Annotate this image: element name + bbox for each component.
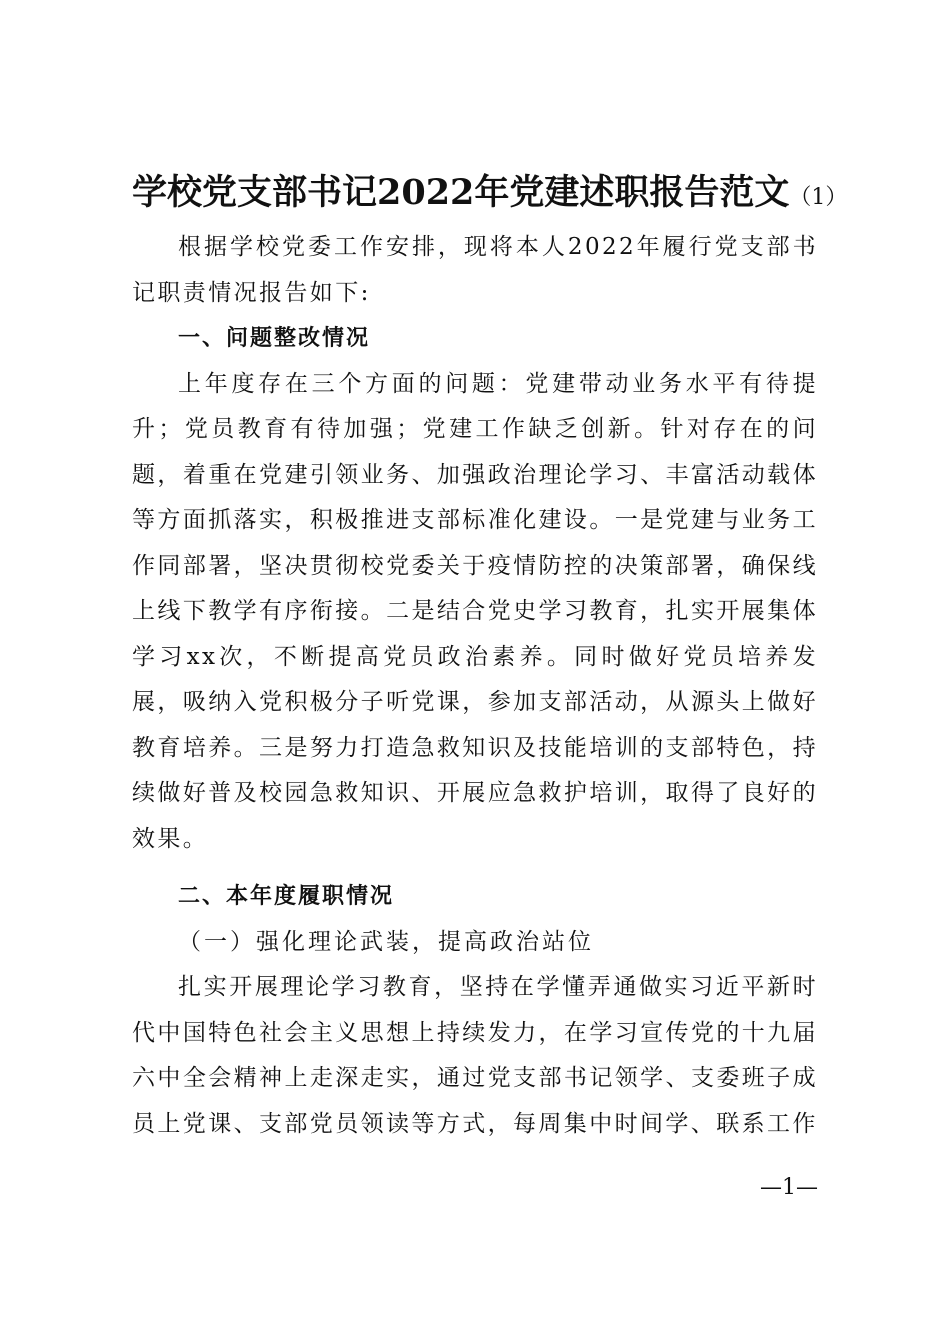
title-suffix: （1）	[789, 185, 848, 210]
intro-paragraph: 根据学校党委工作安排，现将本人2022年履行党支部书记职责情况报告如下:	[132, 234, 818, 306]
section-heading-2: 二、本年度履职情况	[178, 884, 395, 909]
subsection-heading-1: （一）强化理论武装，提高政治站位	[178, 928, 594, 955]
document-title	[132, 168, 848, 223]
document-body	[132, 225, 818, 1147]
page-number: —1—	[760, 1175, 818, 1200]
body-paragraph-rectification: 上年度存在三个方面的问题：党建带动业务水平有待提升；党员教育有待加强；党建工作缺乏创新。针对存在的问题，着重在党建引领业务、加强政治理论学习、丰富活动载体等方面抓落实，积极推进支部标准化建设。一是党建与业务工作同部署，坚决贯彻校党委关于疫情防控的决策部署，确保线上线下教学有序衔接。二是结合党史学习教育，扎实开展集体学习xx次，不断提高党员政治素养。同时做好党员培养发展，吸纳入党积极分子听党课，参加支部活动，从源头上做好教育培养。三是努力打造急救知识及技能培训的支部特色，持续做好普及校园急救知识、开展应急救护培训，取得了良好的效果。	[132, 370, 818, 852]
title-text: 学校党支部书记2022年党建述职报告范文	[132, 172, 790, 213]
body-paragraph-theory: 扎实开展理论学习教育，坚持在学懂弄通做实习近平新时代中国特色社会主义思想上持续发力，在学习宣传党的十九届六中全会精神上走深走实，通过党支部书记领学、支委班子成员上党课、支部党员领读等方式，每周集中时间学、联系工作	[132, 974, 818, 1137]
section-heading-1: 一、问题整改情况	[178, 326, 371, 351]
